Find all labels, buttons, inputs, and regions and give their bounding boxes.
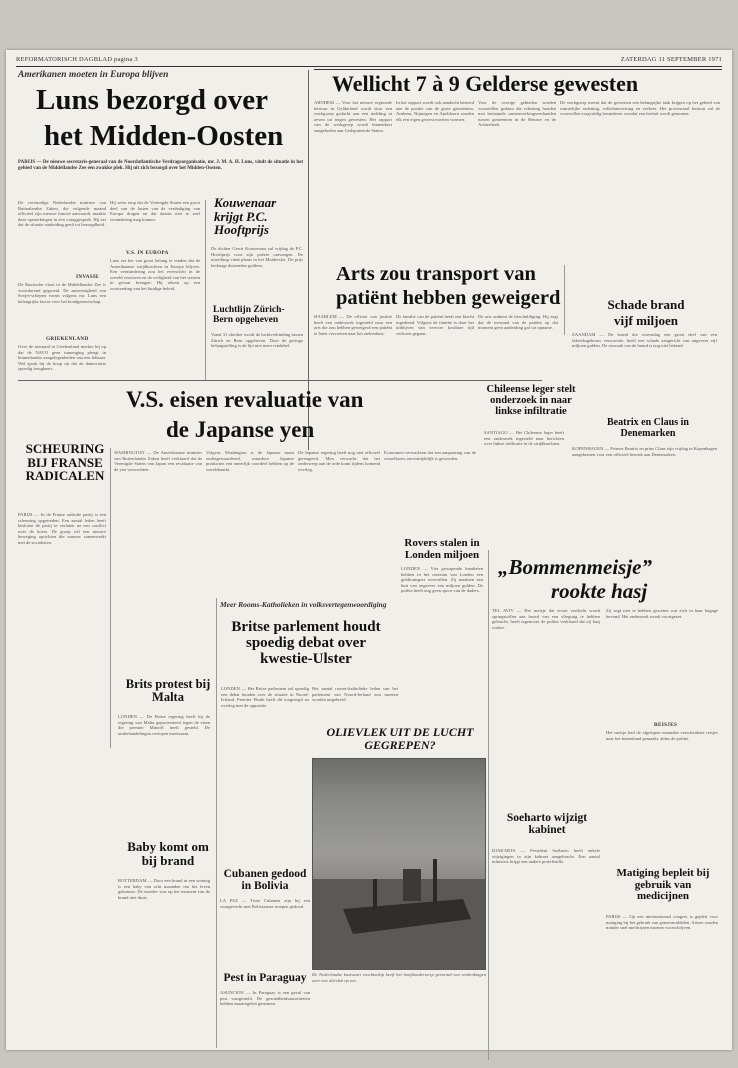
- ship-illustration: [313, 759, 485, 969]
- lead-body-col1: De voormalige Nederlandse minister van Buitenlandse Zaken, die volgende maand officieel zijn nieuwe functie aanvaardt, maakte deze opmerkingen in een vraaggesprek. Hij zei dat de situatie aanleiding geeft tot bezorgdheid.: [18, 200, 108, 228]
- japan-body-col4: Economen verwachten dat een aanpassing van de wisselkoers onvermijdelijk is geworden.: [384, 450, 478, 461]
- zurich-headline: Luchtlijn Zürich-Bern opgeheven: [213, 305, 285, 325]
- baby-headline: Baby komt om bij brand: [127, 839, 209, 868]
- schade-body: ZAANDAM — De brand die woensdag een groot deel van een fabrieksgebouw verwoestte, heeft een schade aangericht van ongeveer vijf miljoen gulden. De oorzaak van de brand is nog niet bekend.: [572, 332, 719, 349]
- lead-headline-1: Luns bezorgd over: [36, 84, 268, 116]
- ulster-body-col2: Het aantal rooms-katholieke leden van het parlement van Noord-Ierland zou moeten worden uitgebreid.: [312, 686, 400, 703]
- bommen-body-col1: TEL AVIV — Het meisje dat ervan verdacht wordt springstoffen aan boord van een vliegtuig te hebben gebracht, heeft tegenover de politie verklaard dat zij hasj rookte.: [492, 608, 602, 630]
- paper-name: REFORMATORISCH DAGBLAD pagina 3: [16, 56, 138, 63]
- baby-body: ROTTERDAM — Door een brand in een woning is een baby van acht maanden om het leven gekomen. De moeder was op het moment van de brand niet thuis.: [118, 878, 212, 900]
- kouwenaar-headline: Kouwenaar krijgt P.C. Hooftprijs: [214, 195, 277, 238]
- arts-body-col1: HAARLEM — De officier van justitie heeft een onderzoek ingesteld naar een arts die zou hebben geweigerd een patiënt te laten vervoeren naar het ziekenhuis.: [314, 314, 394, 336]
- rovers-body: LONDEN — Vier gewapende bandieten hebben in het centrum van Londen een geldtransport overvallen. Zij maakten een buit van ongeveer een miljoen gulden. De politie heeft nog geen spoor van de daders.: [401, 566, 485, 594]
- soeharto-headline: Soeharto wijzigt kabinet: [506, 812, 588, 837]
- pest-headline: Pest in Paraguay: [223, 972, 307, 984]
- lead-intro: PARIJS — De nieuwe secretaris-generaal van de Noordatlantische Verdragsorganisatie, mr. J. M. A. H. Luns, vindt de situatie in het gebied van de Middellandse Zee een zwakke plek. Hij uit zich bezorgd over het Midden-Oosten.: [18, 160, 303, 171]
- lead-body-col2b: Luns zei het van groot belang te vinden dat de Amerikaanse strijdkrachten in Europa blijven. Een vermindering zou het evenwicht in de wereld verstoren en de veiligheid van het westen in gevaar brengen. Hij rekent op een voortzetting van het huidige beleid.: [110, 258, 202, 291]
- beatrix-headline: Beatrix en Claus in Denemarken: [607, 417, 689, 439]
- olievlek-headline: OLIEVLEK UIT DE LUCHT GEGREPEN?: [326, 725, 474, 752]
- ulster-body-col1: LONDEN — Het Britse parlement zal spoedig een debat houden over de situatie in Noord-Ierland. Premier Heath heeft dit toegezegd na overleg met de oppositie.: [221, 686, 311, 708]
- schade-headline-1: Schade brand: [607, 297, 685, 312]
- soeharto-body: DJAKARTA — President Soeharto heeft enkele wijzigingen in zijn kabinet aangebracht. Een aantal ministers krijgt een andere portefeuille.: [492, 848, 602, 865]
- vs-europa-subhead: V.S. IN EUROPA: [126, 250, 169, 256]
- matiging-headline: Matiging bepleit bij gebruik van medicijnen: [616, 867, 710, 903]
- lead-body-col1c: Over de toestand in Griekenland merkte hij op dat de NAVO geen inmenging pleegt in binnenlandse aangelegenheden van een lidstaat. Wel sprak hij de hoop uit dat de democratie spoedig terugkeert.: [18, 344, 108, 372]
- newspaper-page: [6, 50, 732, 1050]
- arts-headline-1: Arts zou transport van: [336, 263, 536, 285]
- arts-body-col3: De arts ontkent de beschuldiging. Hij zegt dat de toestand van de patiënt op dat moment geen aanleiding gaf tot opname.: [478, 314, 560, 331]
- lead-subhead-griekenland: GRIEKENLAND: [46, 336, 89, 342]
- lead-body-col1b: De Russische vloot in de Middellandse Zee is voortdurend gegroeid. De aanwezigheid van Sovjet-schepen vormt volgens mr. Luns een belangrijke factor voor het bondgenootschap.: [18, 282, 108, 304]
- arts-body-col2: De familie van de patiënt heeft een klacht ingediend. Volgens de familie is door het uitblijven van vervoer kostbare tijd verloren gegaan.: [396, 314, 476, 336]
- malta-body: LONDEN — De Britse regering heeft bij de regering van Malta geprotesteerd tegen de eisen die premier Mintoff heeft gesteld. De onderhandelingen verlopen moeizaam.: [118, 714, 212, 736]
- masthead: [16, 56, 722, 66]
- reisjes-subhead: REISJES: [654, 722, 678, 728]
- rovers-headline: Rovers stalen in Londen miljoen: [404, 537, 480, 561]
- gelderse-body-col4: De werkgroep meent dat de gewesten een belangrijke taak krijgen op het gebied van ruimtelijke ordening, volkshuisvesting en verkeer. Het provinciaal bestuur zal de voorstellen zorgvuldig bestuderen voordat een besluit wordt genomen.: [560, 100, 722, 117]
- olievlek-caption: De Nederlandse kustvaart vrachtschip heeft het hoofdonderwerp gevormd van verdenkingen over een olievlek op zee.: [312, 972, 486, 983]
- kouwenaar-body: De dichter Gerrit Kouwenaar zal vrijdag de P.C. Hooftprijs voor zijn poëzie ontvangen. De uitreiking vindt plaats in het Muiderslot. De prijs bedraagt duizenden guldens.: [211, 246, 305, 268]
- beatrix-body: KOPENHAGEN — Prinses Beatrix en prins Claus zijn vrijdag in Kopenhagen aangekomen voor een officieel bezoek aan Denemarken.: [572, 446, 719, 457]
- bommen-body-col2: Zij zegt niet te hebben geweten wat zich in haar bagage bevond. Het onderzoek wordt voortgezet.: [606, 608, 720, 619]
- lead-subhead-invasie: INVASIE: [76, 274, 100, 280]
- chilene-headline: Chileense leger stelt onderzoek in naar linkse infiltratie: [486, 384, 576, 418]
- matiging-body: PARIJS — Op een internationaal congres is gepleit voor matiging bij het gebruik van geneesmiddelen. Artsen zouden minder snel medicijnen moeten voorschrijven.: [606, 914, 720, 931]
- arts-headline-2: patiënt hebben geweigerd: [336, 287, 561, 309]
- bommen-headline-1: „Bommenmeisje”: [498, 555, 652, 579]
- scheuring-headline: SCHEURING BIJ FRANSE RADICALEN: [25, 441, 105, 484]
- gelderse-body-col3: Voor de overige gebieden worden voorstellen gedaan die rekening houden met bestaande samenwerkingsverbanden tussen gemeenten in de Betuwe en de Achterhoek.: [478, 100, 558, 128]
- chilene-body: SANTIAGO — Het Chileense leger heeft een onderzoek ingesteld naar berichten over linkse infiltratie in de strijdkrachten.: [484, 430, 566, 447]
- cubanen-body: LA PAZ — Twee Cubanen zijn bij een vuurgevecht met Boliviaanse troepen gedood.: [220, 898, 312, 909]
- gelderse-body-col2: In het rapport wordt ook aandacht besteed aan de positie van de grote gemeenten. Arnhem, Nijmegen en Apeldoorn zouden elk een eigen gewest moeten vormen.: [396, 100, 476, 122]
- scheuring-body: PARIJS — In de Franse radicale partij is een scheuring opgetreden. Een aantal leden heeft besloten de partij te verlaten na een conflict over de koers. De groep wil een nieuwe beweging oprichten die nauwer samenwerkt met de socialisten.: [18, 512, 108, 545]
- japan-body-col3: De Japanse regering heeft nog niet officieel gereageerd. Men verwacht dat het onderwerp aan de orde komt tijdens komend overleg.: [298, 450, 382, 472]
- japan-headline-1: V.S. eisen revaluatie van: [126, 387, 364, 412]
- gelderse-headline: Wellicht 7 à 9 Gelderse gewesten: [332, 71, 639, 96]
- pest-body: ASUNCION — In Paraguay is een geval van pest vastgesteld. De gezondheidsautoriteiten hebben maatregelen genomen.: [220, 990, 312, 1007]
- lead-body-col2: Hij wees erop dat de Verenigde Staten een groot deel van de lasten van de verdediging van Europa dragen en dat daarin niet te snel verandering mag komen.: [110, 200, 202, 222]
- japan-headline-2: de Japanse yen: [166, 417, 315, 442]
- lead-headline-2: het Midden-Oosten: [44, 120, 284, 152]
- ulster-headline: Britse parlement houdt spoedig debat over kwestie-Ulster: [231, 619, 381, 667]
- bommen-headline-2: rookte hasj: [551, 579, 648, 603]
- ulster-kicker: Meer Rooms-Katholieken in volksvertegenwoordiging: [220, 600, 387, 609]
- japan-body-col1: WASHINGTON — De Amerikaanse minister van Buitenlandse Zaken heeft verklaard dat de Verenigde Staten van Japan een revaluatie van de yen verwachten.: [114, 450, 204, 472]
- malta-headline: Brits protest bij Malta: [125, 677, 211, 705]
- reisjes-body: Het meisje had de afgelopen maanden verscheidene reisjes naar het buitenland gemaakt, aldus de politie.: [606, 730, 720, 741]
- japan-body-col2: Volgens Washington is de Japanse munt ondergewaardeerd, waardoor Japanse producten een oneerlijk voordeel hebben op de wereldmarkt.: [206, 450, 296, 472]
- lead-kicker: Amerikanen moeten in Europa blijven: [18, 70, 169, 80]
- gelderse-body-col1: ARNHEM — Voor het nieuwe regionale bestuur in Gelderland wordt door een werkgroep gedacht aan een indeling in zeven tot negen gewesten. Het rapport van de werkgroep wordt binnenkort aangeboden aan Gedeputeerde Staten.: [314, 100, 394, 133]
- cubanen-headline: Cubanen gedood in Bolivia: [223, 868, 307, 893]
- page-date: ZATERDAG 11 SEPTEMBER 1971: [620, 56, 722, 63]
- zurich-body: Vanaf 31 oktober wordt de luchtverbinding tussen Zürich en Bern opgeheven. Door de geringe belangstelling is de lijn niet meer rendabel.: [211, 332, 305, 349]
- schade-headline-2: vijf miljoen: [614, 313, 678, 328]
- ship-photo: [312, 758, 486, 970]
